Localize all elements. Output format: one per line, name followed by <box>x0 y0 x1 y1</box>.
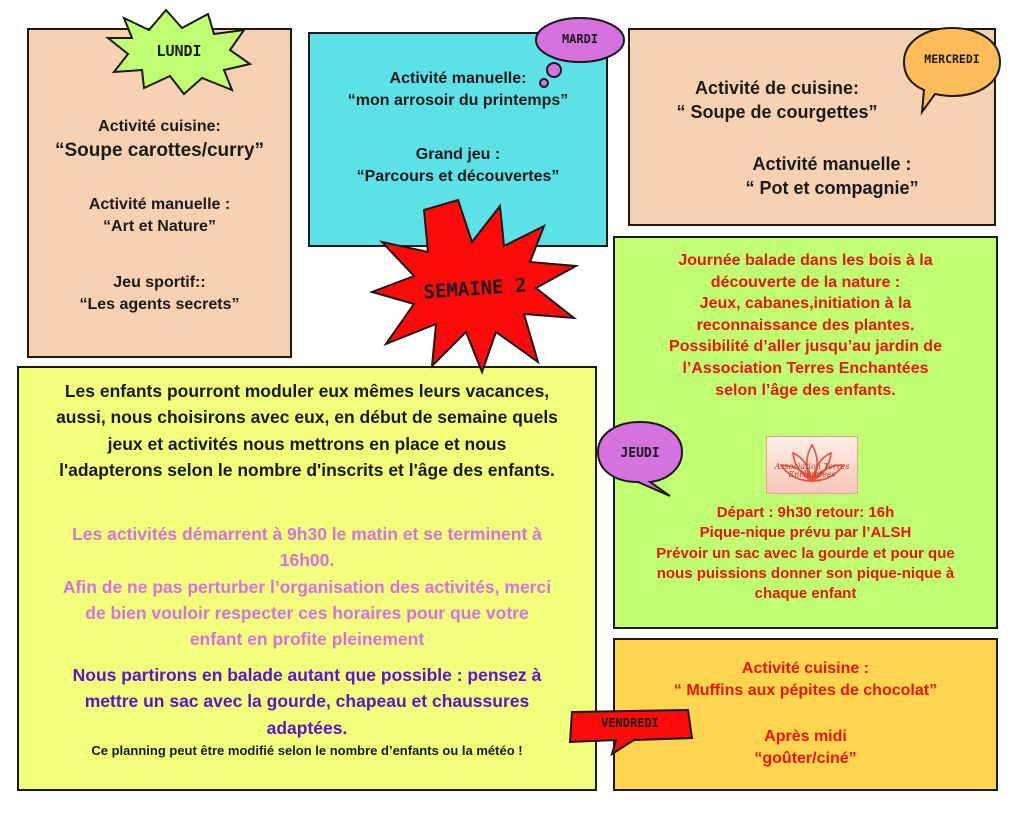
activity-title: Activité de cuisine: <box>694 78 860 98</box>
info-schedule <box>19 521 595 652</box>
info-line: aussi, nous choisirons avec eux, en début de semaine quels <box>56 407 558 428</box>
activity-subtitle: “Soupe carottes/curry” <box>54 139 265 161</box>
info-panel <box>17 366 597 791</box>
activity-subtitle: “ Soupe de courgettes” <box>676 102 878 123</box>
vendredi-label: VENDREDI <box>601 716 659 730</box>
activity-title: Activité manuelle : <box>752 154 912 174</box>
jeudi-line: Départ : 9h30 retour: 16h <box>716 504 895 521</box>
info-disclaimer <box>19 742 595 760</box>
info-balade <box>19 662 595 741</box>
activity-title: Activité cuisine: <box>98 118 221 135</box>
mardi-label: MARDI <box>561 32 599 46</box>
mardi-bubble-icon <box>528 10 628 90</box>
vendredi-activity-1 <box>615 658 996 701</box>
info-line: enfant en profite pleinement <box>189 629 425 649</box>
mercredi-label: MERCREDI <box>924 52 980 66</box>
activity-subtitle: “ Pot et compagnie” <box>745 178 919 199</box>
mercredi-bubble-icon <box>900 24 1004 116</box>
jeudi-line: Prévoir un sac avec la gourde et pour que <box>656 544 955 562</box>
info-line: Les activités démarrent à 9h30 le matin et se terminent à <box>72 524 542 544</box>
lundi-activity-3 <box>29 272 290 315</box>
logo-text: Association Terres Enchantées <box>774 462 850 479</box>
info-line: jeux et activités nous mettrons en place et nous <box>107 433 507 454</box>
info-intro <box>19 378 595 483</box>
jeudi-line: l’Association Terres Enchantées <box>682 359 929 377</box>
jeudi-line: selon l’âge des enfants. <box>715 381 896 399</box>
activity-title: Activité manuelle: <box>389 70 527 87</box>
info-line: Nous partirons en balade autant que possible : pensez à <box>72 665 542 685</box>
info-line: 16h00. <box>279 550 335 571</box>
jeudi-practical-info <box>615 503 996 604</box>
association-logo <box>766 436 858 494</box>
activity-subtitle: “mon arrosoir du printemps” <box>347 91 569 109</box>
info-line: l'adapterons selon le nombre d'inscrits et l'âge des enfants. <box>59 459 555 480</box>
jeudi-line: chaque enfant <box>754 585 857 602</box>
activity-subtitle: “goûter/ciné” <box>754 749 857 767</box>
jeudi-line: Possibilité d’aller jusqu’au jardin de <box>669 338 942 356</box>
info-line: Les enfants pourront moduler eux mêmes leurs vacances, <box>64 381 550 401</box>
activity-subtitle: “ Muffins aux pépites de chocolat” <box>673 681 938 699</box>
jeudi-line: Jeux, cabanes,initiation à la <box>699 295 912 313</box>
info-line: de bien vouloir respecter ces horaires pour que votre <box>85 602 529 623</box>
lundi-label: LUNDI <box>156 42 202 60</box>
mardi-activity-2 <box>310 144 606 187</box>
activity-title: Après midi <box>764 728 847 745</box>
mercredi-activity-2 <box>670 152 994 201</box>
activity-subtitle: “Art et Nature” <box>103 217 216 235</box>
lundi-activity-2 <box>29 194 290 237</box>
activity-subtitle: “Parcours et découvertes” <box>356 167 560 185</box>
jeudi-line: Journée balade dans les bois à la <box>678 252 933 269</box>
lundi-activity-1 <box>29 116 290 163</box>
disclaimer-text: Ce planning peut être modifié selon le nombre d’enfants ou la météo ! <box>91 743 523 758</box>
jeudi-line: découverte de la nature : <box>710 273 901 291</box>
activity-title: Activité manuelle : <box>88 196 231 213</box>
activity-title: Activité cuisine : <box>741 660 870 677</box>
activity-title: Grand jeu : <box>415 146 501 163</box>
jeudi-line: Pique-nique prévu par l’ALSH <box>699 524 912 542</box>
jeudi-line: nous puissions donner son pique-nique à <box>656 564 955 582</box>
activity-subtitle: “Les agents secrets” <box>79 295 240 313</box>
info-line: mettre un sac avec la gourde, chapeau et chaussures <box>84 691 530 712</box>
info-line: Afin de ne pas perturber l’organisation des activités, merci <box>62 576 552 597</box>
info-line: adaptées. <box>266 717 348 738</box>
jeudi-line: reconnaissance des plantes. <box>696 316 915 334</box>
jeudi-label: JEUDI <box>620 446 660 461</box>
jeudi-description <box>615 250 996 401</box>
week-label: SEMAINE 2 <box>422 274 528 304</box>
activity-title: Jeu sportif:: <box>113 274 206 291</box>
